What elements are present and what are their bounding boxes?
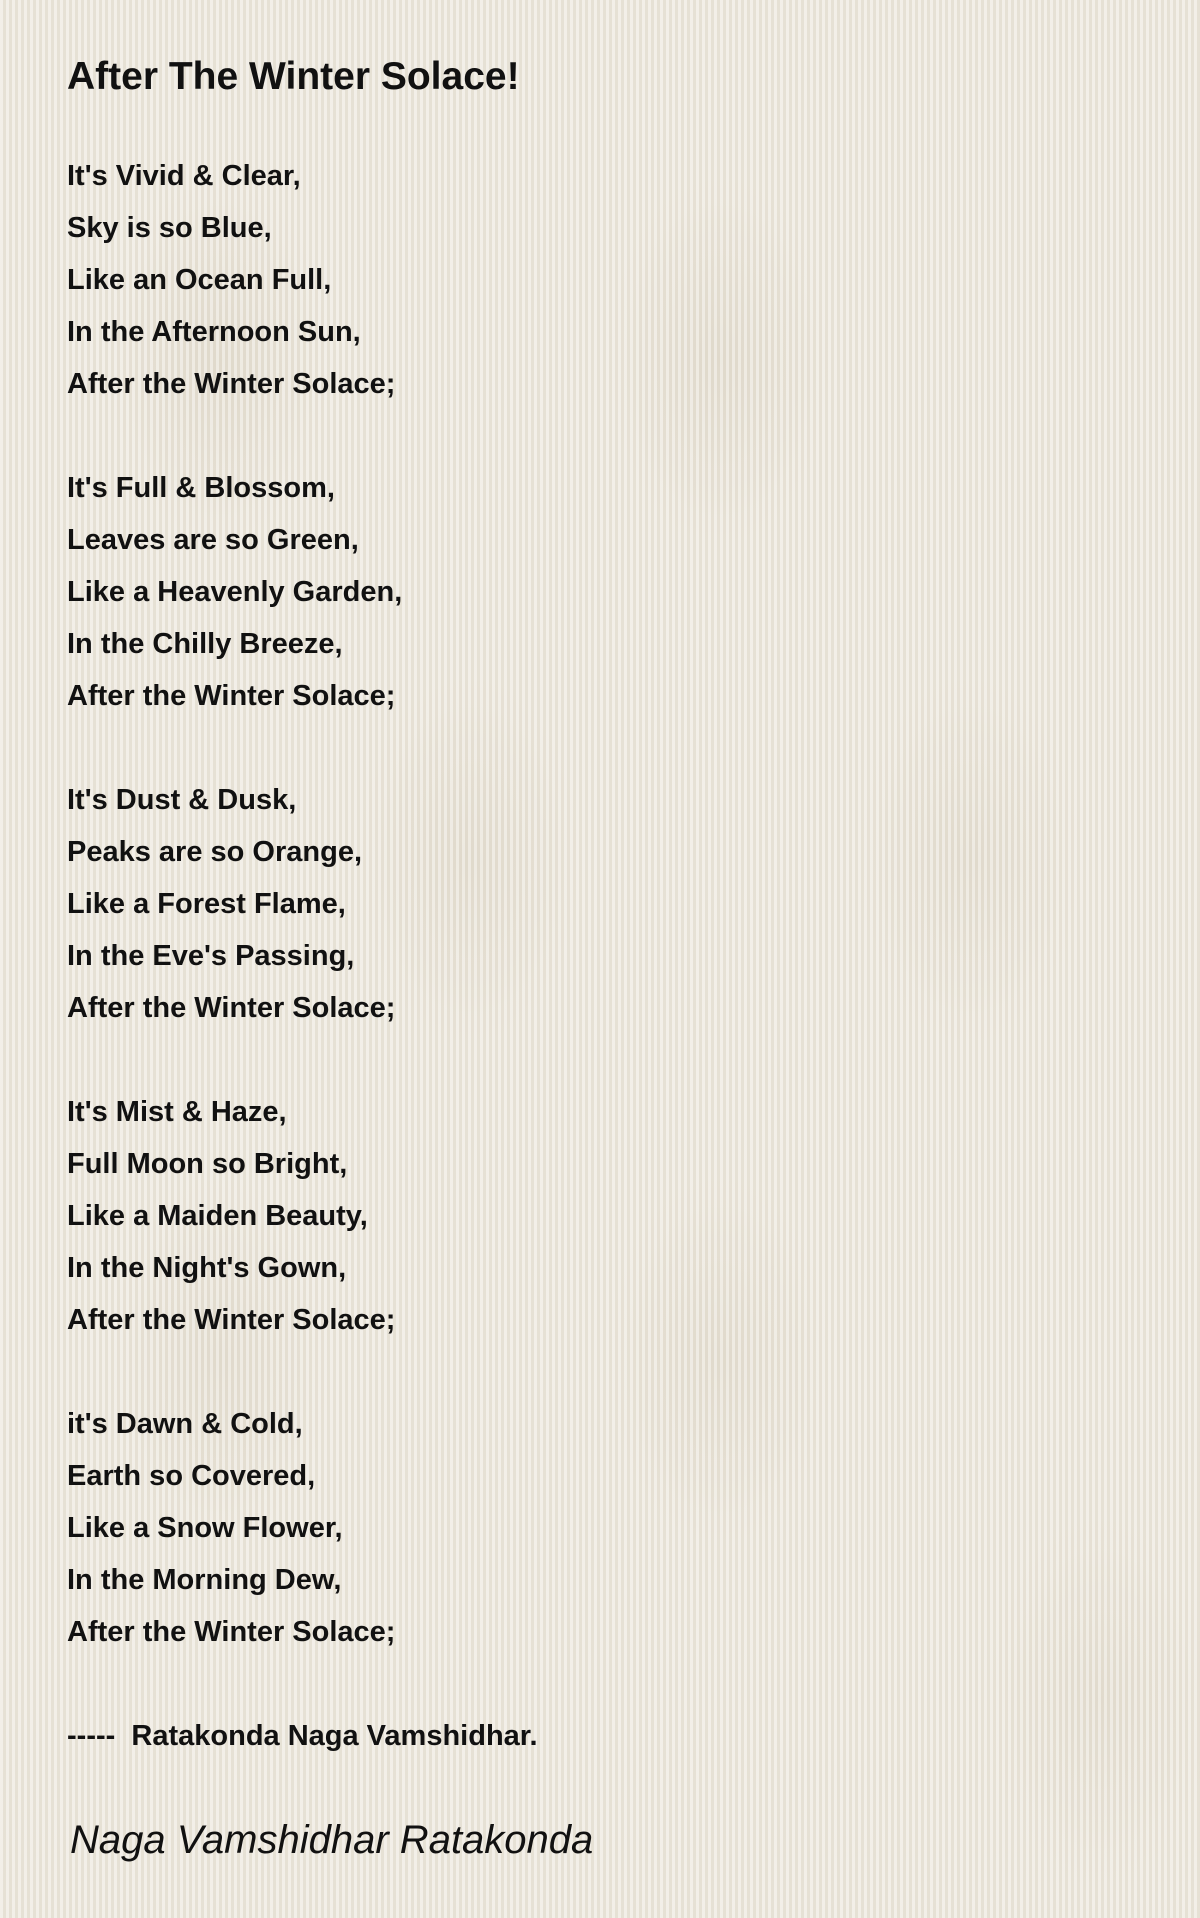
poem-line: It's Vivid & Clear, — [67, 160, 301, 192]
poem-line: Like a Snow Flower, — [67, 1512, 343, 1544]
poem-line: After the Winter Solace; — [67, 1616, 396, 1648]
poem-line: After the Winter Solace; — [67, 1304, 396, 1336]
poem-line: Full Moon so Bright, — [67, 1148, 348, 1180]
poem-line: Earth so Covered, — [67, 1460, 316, 1492]
poem-line: In the Morning Dew, — [67, 1564, 342, 1596]
poem-line: Like a Maiden Beauty, — [67, 1200, 368, 1232]
stanza — [67, 1086, 538, 1346]
poem-line: Peaks are so Orange, — [67, 836, 362, 868]
poem-line: Like a Forest Flame, — [67, 888, 346, 920]
poem-line: In the Afternoon Sun, — [67, 316, 361, 348]
stanza — [67, 150, 538, 410]
poem-title: After The Winter Solace! — [67, 55, 520, 98]
poem-line: Like an Ocean Full, — [67, 264, 332, 296]
poem-line: Leaves are so Green, — [67, 524, 359, 556]
author-name: Naga Vamshidhar Ratakonda — [70, 1818, 594, 1862]
poem-body — [67, 150, 538, 1762]
poem-signature: ----- Ratakonda Naga Vamshidhar. — [67, 1720, 538, 1752]
stanza — [67, 462, 538, 722]
poem-line: It's Dust & Dusk, — [67, 784, 297, 816]
poem-line: After the Winter Solace; — [67, 368, 396, 400]
poem-line: It's Mist & Haze, — [67, 1096, 287, 1128]
stanza — [67, 1398, 538, 1658]
poem-line: it's Dawn & Cold, — [67, 1408, 303, 1440]
poem-line: In the Eve's Passing, — [67, 940, 355, 972]
poem-line: It's Full & Blossom, — [67, 472, 335, 504]
poem-line: In the Night's Gown, — [67, 1252, 347, 1284]
poem-line: Sky is so Blue, — [67, 212, 272, 244]
poem-line: After the Winter Solace; — [67, 992, 396, 1024]
stanza — [67, 774, 538, 1034]
poem-line: Like a Heavenly Garden, — [67, 576, 403, 608]
poem-line: After the Winter Solace; — [67, 680, 396, 712]
poem-line: In the Chilly Breeze, — [67, 628, 343, 660]
